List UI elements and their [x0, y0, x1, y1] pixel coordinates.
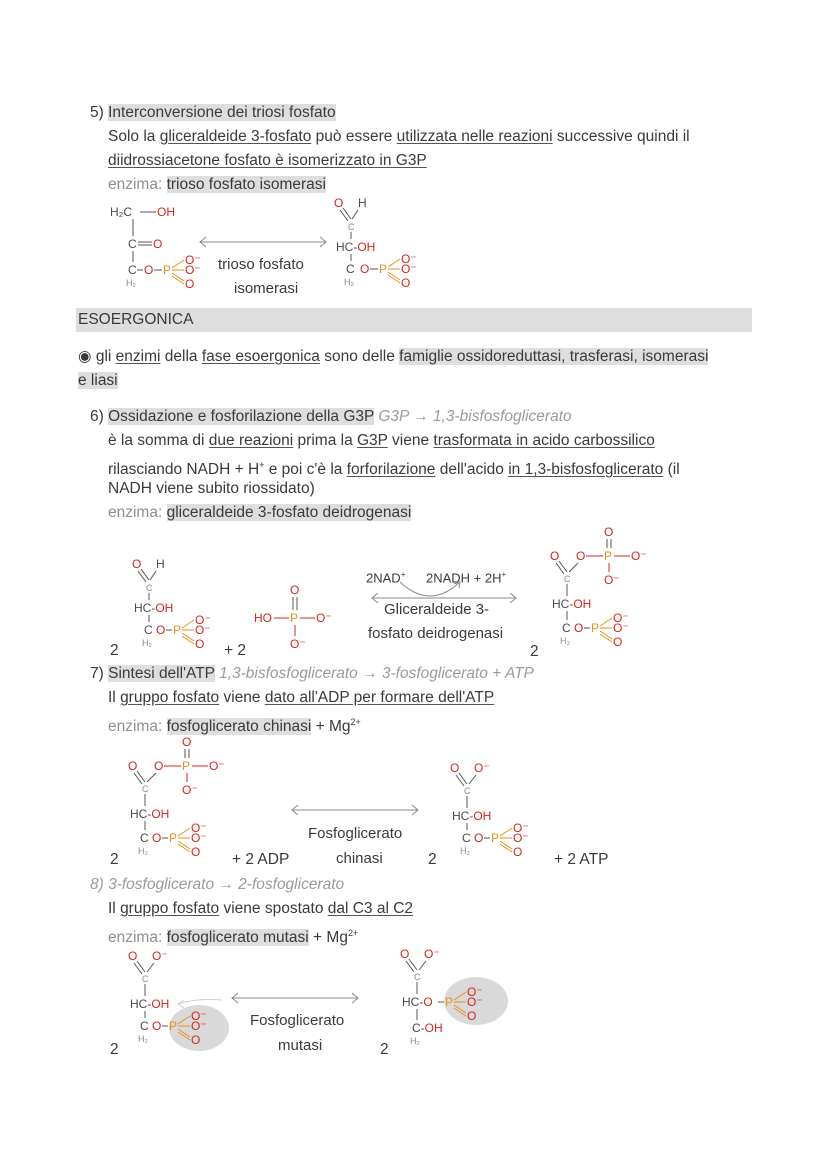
underlined-text: gruppo fosfato [120, 900, 220, 917]
atom-label: O [513, 845, 523, 859]
atom-label: O⁻ [401, 262, 417, 276]
atom-label: P [182, 759, 191, 773]
atom-label: O [604, 525, 614, 539]
text: Il [108, 689, 121, 706]
atom-label: HC-O [402, 995, 433, 1009]
coefficient: 2 [380, 1041, 389, 1058]
atom-label: P [604, 549, 613, 563]
underlined-text: utilizzata nelle reazioni [396, 128, 553, 145]
atom-label: P [491, 831, 500, 845]
atom-label: H₂C [110, 205, 132, 219]
atom-label: P [163, 263, 172, 277]
atom-label: O⁻ [185, 263, 201, 277]
atom-label: C [564, 574, 571, 584]
arrow-label: isomerasi [234, 280, 299, 297]
enzyme-label: enzima: [108, 176, 163, 193]
equilibrium-arrow [198, 236, 330, 250]
atom-label: O⁻ [424, 947, 440, 961]
section-subtitle: 1,3-bisfosfoglicerato → 3-fosfoglicerato + ATP [219, 665, 534, 682]
text: sono delle [319, 348, 400, 365]
section-subtitle: G3P → 1,3-bisfosfoglicerato [378, 408, 572, 425]
arrow-label: fosfato deidrogenasi [368, 625, 504, 642]
coefficient: 2 [530, 643, 539, 660]
enzyme-label: enzima: [108, 718, 163, 736]
section-5-heading [90, 103, 336, 123]
atom-label: H₂ [560, 636, 570, 646]
adp-term: + 2 ADP [232, 851, 290, 868]
atom-label: H [358, 196, 367, 210]
atom-label: C [142, 974, 149, 984]
atom-label: O [132, 557, 142, 571]
enzyme-line [108, 503, 411, 523]
text: della [160, 348, 202, 365]
section-7-heading [90, 664, 534, 684]
atom-label: O [400, 947, 410, 961]
phosphate-structure [254, 582, 344, 652]
phosphoglycerate-structure [448, 760, 548, 864]
arrow-label: mutasi [278, 1037, 323, 1054]
underlined-text: diidrossiacetone fosfato è isomerizzato in G3P [108, 152, 427, 169]
atom-label: O⁻ [513, 831, 529, 845]
underlined-text: forforilazione [346, 461, 436, 479]
atom-label: H₂ [126, 278, 136, 288]
underlined-text: G3P [357, 432, 388, 449]
text: Solo la [108, 128, 160, 145]
atom-label: P [379, 262, 388, 276]
bullet-icon: ◉ [78, 348, 92, 365]
atom-label: O⁻ [182, 783, 198, 797]
atom-label: O [450, 761, 460, 775]
text: viene spostato [219, 900, 328, 917]
atom-label: O⁻ [316, 611, 332, 625]
coefficient: 2 [110, 642, 119, 659]
text: (il [663, 461, 680, 479]
atom-label: C-OH [412, 1021, 443, 1035]
atp-term: + 2 ATP [554, 851, 609, 868]
enzyme-label: enzima: [108, 504, 163, 521]
atom-label: H₂ [344, 277, 354, 287]
atom-label: O [191, 845, 201, 859]
atom-label: P [173, 623, 182, 637]
atom-label: O [576, 549, 586, 563]
atom-label: O⁻ [191, 1009, 207, 1023]
underlined-text: fase esoergonica [201, 348, 320, 365]
section-number: 5) [90, 104, 104, 121]
atom-label: O⁻ [191, 831, 207, 845]
atom-label: O⁻ [631, 549, 647, 563]
g3p-structure [132, 556, 232, 656]
nadh-label: 2NADH + 2H+ [426, 570, 507, 586]
underlined-text: due reazioni [208, 432, 294, 449]
text: Il [108, 900, 121, 917]
atom-label: C [144, 623, 153, 637]
plus-sign: + 2 [224, 642, 246, 659]
superscript: + [259, 460, 265, 470]
atom-label: O⁻ [513, 821, 529, 835]
enzyme-name: fosfoglicerato mutasi [166, 929, 309, 947]
bisphosphoglycerate-structure [548, 524, 658, 654]
atom-label: O [550, 549, 560, 563]
atom-label: O [613, 635, 623, 649]
atom-label: O⁻ [209, 759, 225, 773]
underlined-text: gliceraldeide 3-fosfato [159, 128, 312, 145]
enzyme-name: trioso fosfato isomerasi [166, 176, 326, 193]
section-8-heading [90, 875, 344, 895]
text: rilasciando NADH + H [108, 461, 260, 479]
atom-label: OH [157, 205, 175, 219]
paragraph-line [108, 455, 680, 480]
section-number: 7) [90, 665, 104, 682]
equilibrium-arrow [230, 992, 362, 1006]
atom-label: C [128, 263, 137, 277]
text: + Mg [308, 929, 348, 947]
arrow-label: trioso fosfato [218, 256, 304, 273]
paragraph-line [108, 127, 690, 147]
atom-label: O [401, 276, 411, 290]
atom-label: O⁻ [613, 611, 629, 625]
atom-label: O⁻ [152, 949, 168, 963]
atom-label: O [152, 831, 162, 845]
paragraph-line [108, 431, 655, 451]
bullet-line [78, 347, 708, 367]
atom-label: O⁻ [467, 995, 483, 1009]
underlined-text: dal C3 al C2 [327, 900, 414, 917]
atom-label: O [334, 196, 344, 210]
atom-label: O⁻ [401, 252, 417, 266]
underlined-text: dato all'ADP per formare dell'ATP [264, 689, 495, 706]
atom-label: O⁻ [195, 613, 211, 627]
text: viene [387, 432, 434, 449]
atom-label: C [142, 784, 149, 794]
atom-label: O⁻ [604, 573, 620, 587]
paragraph-line [108, 151, 427, 171]
enzyme-line [108, 175, 326, 195]
text: è la somma di [108, 432, 209, 449]
atom-label: O⁻ [195, 623, 211, 637]
g3p-structure [334, 195, 434, 295]
atom-label: O [128, 759, 138, 773]
superscript: 2+ [350, 717, 361, 727]
arrow-label: Gliceraldeide 3- [384, 601, 490, 618]
atom-label: HC-OH [452, 809, 492, 823]
atom-label: O [191, 1033, 201, 1047]
atom-label: HO [254, 611, 272, 625]
atom-label: O [128, 949, 138, 963]
enzyme-line [108, 923, 358, 948]
text: può essere [311, 128, 397, 145]
coefficient: 2 [110, 1041, 119, 1058]
atom-label: H₂ [410, 1036, 420, 1046]
atom-label: O⁻ [467, 985, 483, 999]
atom-label: C [146, 583, 153, 593]
text: dell'acido [435, 461, 509, 479]
atom-label: O [153, 237, 163, 251]
coefficient: 2 [110, 851, 119, 868]
underlined-text: gruppo fosfato [120, 689, 220, 706]
underlined-text: trasformata in acido carbossilico [433, 432, 655, 449]
atom-label: C [464, 786, 471, 796]
text: gli [91, 348, 116, 365]
underlined-text: in 1,3-bisfosfoglicerato [508, 461, 664, 479]
atom-label: O [574, 621, 584, 635]
atom-label: P [169, 1019, 178, 1033]
enzyme-label: enzima: [108, 929, 163, 947]
section-title: 8) 3-fosfoglicerato → 2-fosfoglicerato [90, 876, 345, 893]
coefficient: 2 [428, 851, 437, 868]
paragraph-line [108, 899, 413, 919]
atom-label: O [144, 263, 154, 277]
atom-label: C [128, 237, 137, 251]
atom-label: H [156, 557, 165, 571]
atom-label: HC-OH [552, 597, 592, 611]
atom-label: O [195, 637, 205, 651]
paragraph-line: NADH viene subito riossidato) [108, 480, 315, 497]
arrow-label: Fosfoglicerato [250, 1012, 345, 1029]
section-title: Ossidazione e fosforilazione della G3P [108, 408, 375, 425]
atom-label: H₂ [138, 846, 148, 856]
section-6-heading [90, 407, 572, 427]
atom-label: O [182, 735, 192, 749]
paragraph-line [108, 688, 494, 708]
atom-label: P [445, 995, 454, 1009]
superscript: 2+ [347, 928, 359, 938]
section-title: Interconversione dei triosi fosfato [108, 104, 336, 121]
atom-label: O⁻ [290, 637, 306, 651]
atom-label: O⁻ [191, 1019, 207, 1033]
atom-label: C [348, 222, 355, 232]
atom-label: C [562, 621, 571, 635]
atom-label: H₂ [460, 846, 470, 856]
atom-label: O⁻ [185, 253, 201, 267]
atom-label: HC-OH [134, 601, 174, 615]
atom-label: C [140, 1019, 149, 1033]
text: e poi c'è la [264, 461, 347, 479]
text: prima la [293, 432, 357, 449]
text: viene [219, 689, 265, 706]
arrow-label: Fosfoglicerato [308, 825, 403, 842]
underlined-text: enzimi [115, 348, 161, 365]
arrow-label: chinasi [336, 850, 383, 867]
text: successive quindi il [552, 128, 690, 145]
atom-label: HC-OH [130, 997, 170, 1011]
bisphosphoglycerate-structure [126, 734, 236, 864]
atom-label: O [474, 831, 484, 845]
atom-label: O [185, 277, 195, 291]
atom-label: P [169, 831, 178, 845]
enzyme-name: fosfoglicerato chinasi [166, 718, 312, 736]
atom-label: O [152, 1019, 162, 1033]
equilibrium-arrow [290, 804, 422, 818]
atom-label: O [467, 1009, 477, 1023]
atom-label: HC-OH [336, 240, 376, 254]
phosphoglycerate-2-structure [398, 946, 518, 1050]
text: + Mg [311, 718, 351, 736]
atom-label: O [360, 262, 370, 276]
highlighted-text: e liasi [78, 372, 118, 389]
atom-label: O [156, 623, 166, 637]
atom-label: H₂ [138, 1034, 148, 1044]
bullet-line-cont [78, 371, 118, 391]
atom-label: H₂ [142, 638, 152, 648]
atom-label: C [414, 972, 421, 982]
section-title-esoergonica: ESOERGONICA [78, 311, 194, 328]
atom-label: O [154, 759, 164, 773]
atom-label: O⁻ [474, 761, 490, 775]
atom-label: C [462, 831, 471, 845]
section-number: 6) [90, 408, 104, 425]
atom-label: C [346, 262, 355, 276]
phosphoglycerate-structure [126, 948, 236, 1052]
section-title: Sintesi dell'ATP [108, 665, 215, 682]
atom-label: O⁻ [613, 621, 629, 635]
enzyme-name: gliceraldeide 3-fosfato deidrogenasi [166, 504, 412, 521]
atom-label: P [591, 621, 600, 635]
highlighted-text: famiglie ossidoreduttasi, trasferasi, isomerasi [399, 348, 709, 365]
atom-label: P [290, 611, 299, 625]
nad-label: 2NAD+ [366, 570, 406, 586]
atom-label: C [140, 831, 149, 845]
atom-label: HC-OH [130, 807, 170, 821]
atom-label: O⁻ [191, 821, 207, 835]
atom-label: O [290, 583, 300, 597]
